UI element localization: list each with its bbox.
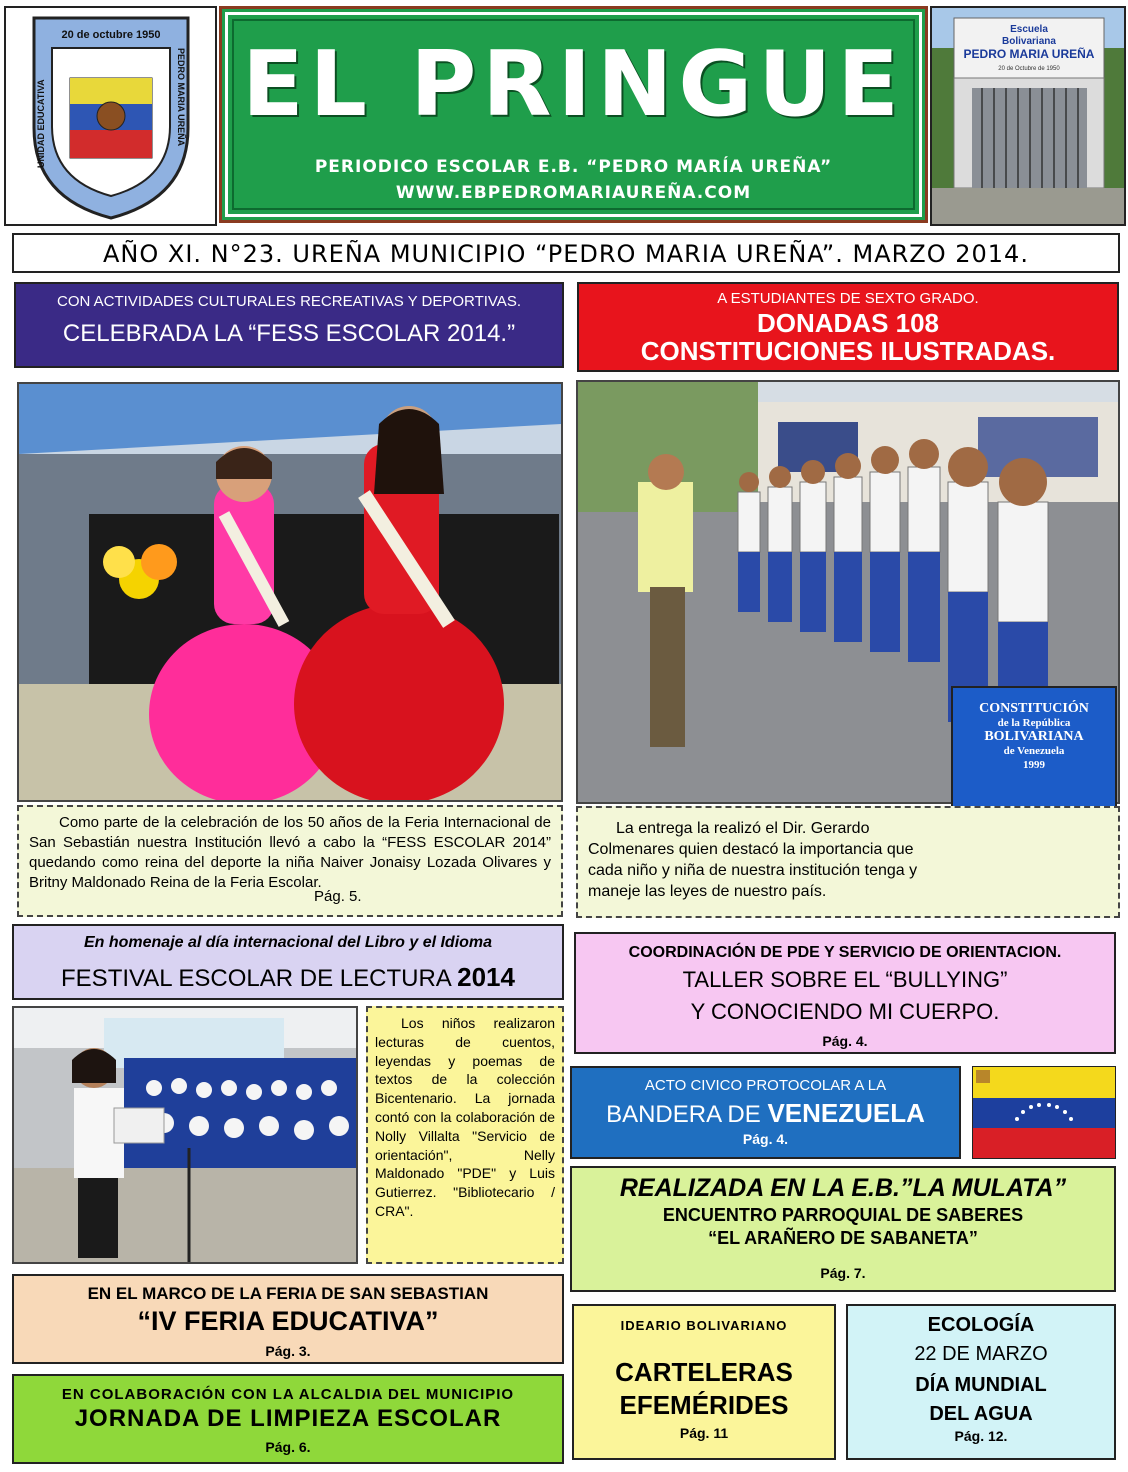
bandera-headline-a: BANDERA DE: [606, 1101, 761, 1128]
mulata-line-2: “EL ARAÑERO DE SABANETA”: [708, 1228, 978, 1248]
constituciones-caption-box: [576, 806, 1120, 918]
fess-headline: CELEBRADA LA “FESS ESCOLAR 2014.”: [62, 320, 516, 347]
limpieza-headline: JORNADA DE LIMPIEZA ESCOLAR: [74, 1405, 502, 1432]
limpieza-page-ref: Pág. 6.: [265, 1439, 311, 1455]
school-entrance-photo: [930, 6, 1126, 226]
lectura-headline-year: 2014: [457, 962, 515, 992]
school-seal-logo: [6, 8, 215, 224]
masthead-title-box: [219, 6, 928, 223]
newspaper-title: EL PRINGUE: [242, 32, 905, 137]
book-title-3: BOLIVARIANA: [984, 729, 1084, 744]
ecologia-line-2: 22 DE MARZO: [914, 1343, 1048, 1365]
book-year: 1999: [1023, 759, 1045, 771]
limpieza-kicker: EN COLABORACIÓN CON LA ALCALDIA DEL MUNICIPIO: [61, 1386, 515, 1403]
fess-page-ref: Pág. 5.: [314, 888, 362, 905]
fess-caption-box: [17, 805, 563, 917]
svg-text:20 de octubre 1950: 20 de octubre 1950: [61, 29, 161, 41]
feria-banner: [12, 1274, 564, 1364]
feria-page-ref: Pág. 3.: [265, 1343, 311, 1359]
mulata-headline: REALIZADA EN LA E.B.”LA MULATA”: [619, 1174, 1067, 1202]
book-title-2: de la República: [997, 717, 1071, 729]
school-logo-box: [4, 6, 217, 226]
venezuela-flag: [972, 1066, 1116, 1159]
bandera-banner: [570, 1066, 961, 1159]
constituciones-headline-1: DONADAS 108: [756, 308, 940, 338]
lectura-headline-text: FESTIVAL ESCOLAR DE LECTURA: [61, 965, 451, 992]
limpieza-banner: [12, 1374, 564, 1464]
bandera-kicker: ACTO CIVICO PROTOCOLAR A LA: [644, 1077, 887, 1094]
newspaper-website: WWW.EBPEDROMARIAUREÑA.COM: [395, 183, 752, 203]
bandera-headline: [572, 1098, 959, 1129]
ecologia-banner: [846, 1304, 1116, 1460]
lectura-photo: [12, 1006, 358, 1264]
constituciones-kicker: A ESTUDIANTES DE SEXTO GRADO.: [717, 290, 979, 307]
bandera-headline-b: VENEZUELA: [767, 1098, 925, 1128]
newspaper-subtitle: PERIODICO ESCOLAR E.B. “PEDRO MARÍA UREÑA”: [314, 157, 833, 177]
ideario-line-2: EFEMÉRIDES: [619, 1390, 789, 1420]
lectura-caption-box: [366, 1006, 564, 1264]
constituciones-caption-text: La entrega la realizó el Dir. Gerardo Colmenares quien destacó la importancia que cada niño y niña de nuestra institución tenga y maneje las leyes de nuestro país.: [588, 820, 918, 900]
book-title-1: CONSTITUCIÓN: [979, 701, 1089, 716]
ecologia-line-1: ECOLOGÍA: [927, 1314, 1035, 1336]
svg-text:Bolivariana: Bolivariana: [1002, 36, 1056, 47]
ecologia-line-4: DEL AGUA: [929, 1403, 1033, 1425]
svg-text:20 de Octubre de 1950: 20 de Octubre de 1950: [998, 66, 1060, 72]
svg-text:PEDRO MARIA UREÑA: PEDRO MARIA UREÑA: [963, 47, 1095, 61]
book-title-4: de Venezuela: [1003, 745, 1065, 757]
constituciones-headline-2: CONSTITUCIONES ILUSTRADAS.: [640, 336, 1056, 366]
feria-headline: “IV FERIA EDUCATIVA”: [137, 1306, 439, 1336]
mulata-page-ref: Pág. 7.: [820, 1265, 866, 1281]
mulata-line-1: ENCUENTRO PARROQUIAL DE SABERES: [662, 1205, 1024, 1225]
bullying-headline-1: TALLER SOBRE EL “BULLYING”: [682, 967, 1008, 992]
fess-queens-photo: [17, 382, 563, 802]
bullying-page-ref: Pág. 4.: [822, 1033, 868, 1049]
lectura-headline: [14, 962, 562, 993]
fess-kicker: CON ACTIVIDADES CULTURALES RECREATIVAS Y DEPORTIVAS.: [56, 293, 521, 310]
ecologia-page-ref: Pág. 12.: [954, 1428, 1008, 1444]
svg-text:Escuela: Escuela: [1010, 24, 1048, 35]
svg-text:PEDRO MARIA UREÑA: PEDRO MARIA UREÑA: [176, 48, 186, 147]
bullying-kicker: COORDINACIÓN DE PDE Y SERVICIO DE ORIENTACION.: [628, 944, 1062, 961]
ideario-kicker: IDEARIO BOLIVARIANO: [620, 1318, 788, 1333]
issue-info-line: AÑO XI. N°23. UREÑA MUNICIPIO “PEDRO MARIA UREÑA”. MARZO 2014.: [12, 233, 1120, 273]
feria-kicker: EN EL MARCO DE LA FERIA DE SAN SEBASTIAN: [87, 1284, 489, 1303]
bandera-page-ref: Pág. 4.: [742, 1131, 789, 1147]
fess-banner: [14, 282, 564, 368]
ecologia-line-3: DÍA MUNDIAL: [915, 1374, 1047, 1396]
ideario-line-1: CARTELERAS: [615, 1357, 793, 1387]
bullying-banner: [574, 932, 1116, 1054]
lectura-caption-text: Los niños realizaron lecturas de cuentos, leyendas y poemas de textos de la colección Bicentenario. La jornada contó con la colaboración de Nolly Villalta "Servicio de orientación", Nelly Maldonado "PDE" y Luis Gutierrez. "Bibliotecario / CRA".: [375, 1015, 555, 1219]
ideario-page-ref: Pág. 11: [679, 1425, 729, 1441]
fess-caption-text: Como parte de la celebración de los 50 años de la Feria Internacional de San Sebastián nuestra Institución llevó a cabo la “FESS ESCOLAR 2014” quedando como reina del deporte la niña Naiver Jonaisy Lozada Olivares y Britny Maldonado Reina de la Feria Escolar.: [29, 814, 551, 891]
svg-text:UNIDAD EDUCATIVA: UNIDAD EDUCATIVA: [36, 79, 46, 168]
lectura-banner: [12, 924, 564, 1000]
mulata-banner: [570, 1166, 1116, 1292]
bullying-headline-2: Y CONOCIENDO MI CUERPO.: [690, 999, 1000, 1024]
lectura-kicker: En homenaje al día internacional del Libro y el Idioma: [83, 934, 493, 951]
ideario-banner: [572, 1304, 836, 1460]
constituciones-banner: [577, 282, 1119, 372]
